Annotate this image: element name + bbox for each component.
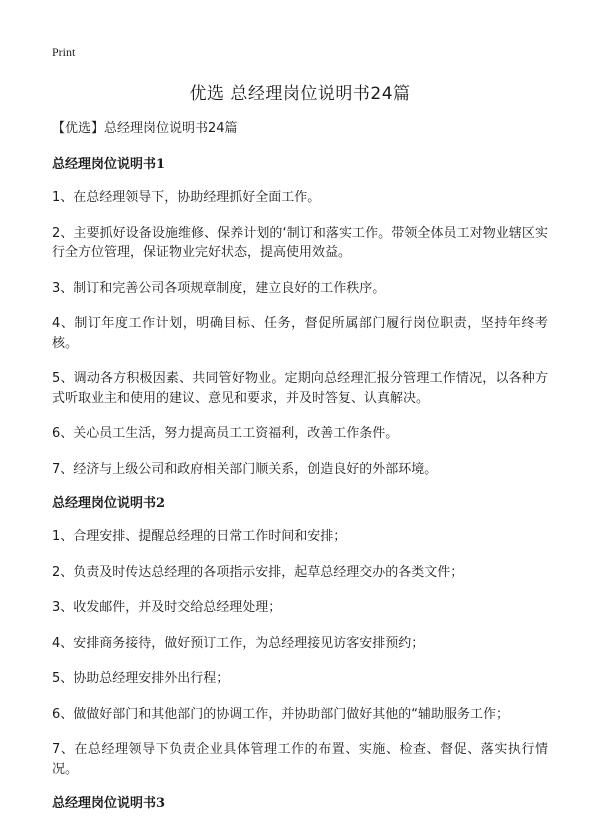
section xyxy=(52,495,548,779)
list-item: 1、在总经理领导下，协助经理抓好全面工作。 xyxy=(52,190,321,205)
list-item: 4、制订年度工作计划，明确目标、任务，督促所属部门履行岗位职责，坚持年终考核。 xyxy=(52,316,548,351)
section-heading: 总经理岗位说明书1 xyxy=(52,157,166,172)
list-item: 3、制订和完善公司各项规章制度，建立良好的工作秩序。 xyxy=(52,280,386,296)
list-item: 7、经济与上级公司和政府相关部门顺关系，创造良好的外部环境。 xyxy=(52,461,438,477)
section xyxy=(52,795,548,813)
list-item: 2、负责及时传达总经理的各项指示安排，起草总经理交办的各类文件； xyxy=(52,564,464,580)
list-item: 4、安排商务接待，做好预订工作，为总经理接见访客安排预约； xyxy=(52,635,425,651)
list-item: 1、合理安排、提醒总经理的日常工作时间和安排； xyxy=(52,529,347,544)
list-item: 2、主要抓好设备设施维修、保养计划的‘制订和落实工作。带领全体员工对物业辖区实行全方位管理，保证物业完好状态，提高使用效益。 xyxy=(52,225,548,260)
section-heading: 总经理岗位说明书3 xyxy=(52,796,166,811)
section-heading: 总经理岗位说明书2 xyxy=(52,496,166,511)
document-subtitle: 【优选】总经理岗位说明书24篇 xyxy=(52,121,238,136)
list-item: 3、收发邮件，并及时交给总经理处理； xyxy=(52,600,282,615)
section xyxy=(52,156,548,479)
list-item: 6、做做好部门和其他部门的协调工作，并协助部门做好其他的“辅助服务工作； xyxy=(52,706,510,722)
list-item: 6、关心员工生活，努力提高员工工资福利，改善工作条件。 xyxy=(52,426,399,441)
list-item: 5、调动各方积极因素、共同管好物业。定期向总经理汇报分管理工作情况，以各种方式听取业主和使用的建议、意见和要求，并及时答复、认真解决。 xyxy=(52,371,548,406)
print-label: Print xyxy=(52,45,76,59)
list-item: 5、协助总经理安排外出行程； xyxy=(52,671,230,686)
list-item: 7、在总经理领导下负责企业具体管理工作的布置、实施、检查、督促、落实执行情况。 xyxy=(52,742,548,777)
document-body xyxy=(52,156,548,813)
document-title: 优选 总经理岗位说明书24篇 xyxy=(189,84,411,104)
